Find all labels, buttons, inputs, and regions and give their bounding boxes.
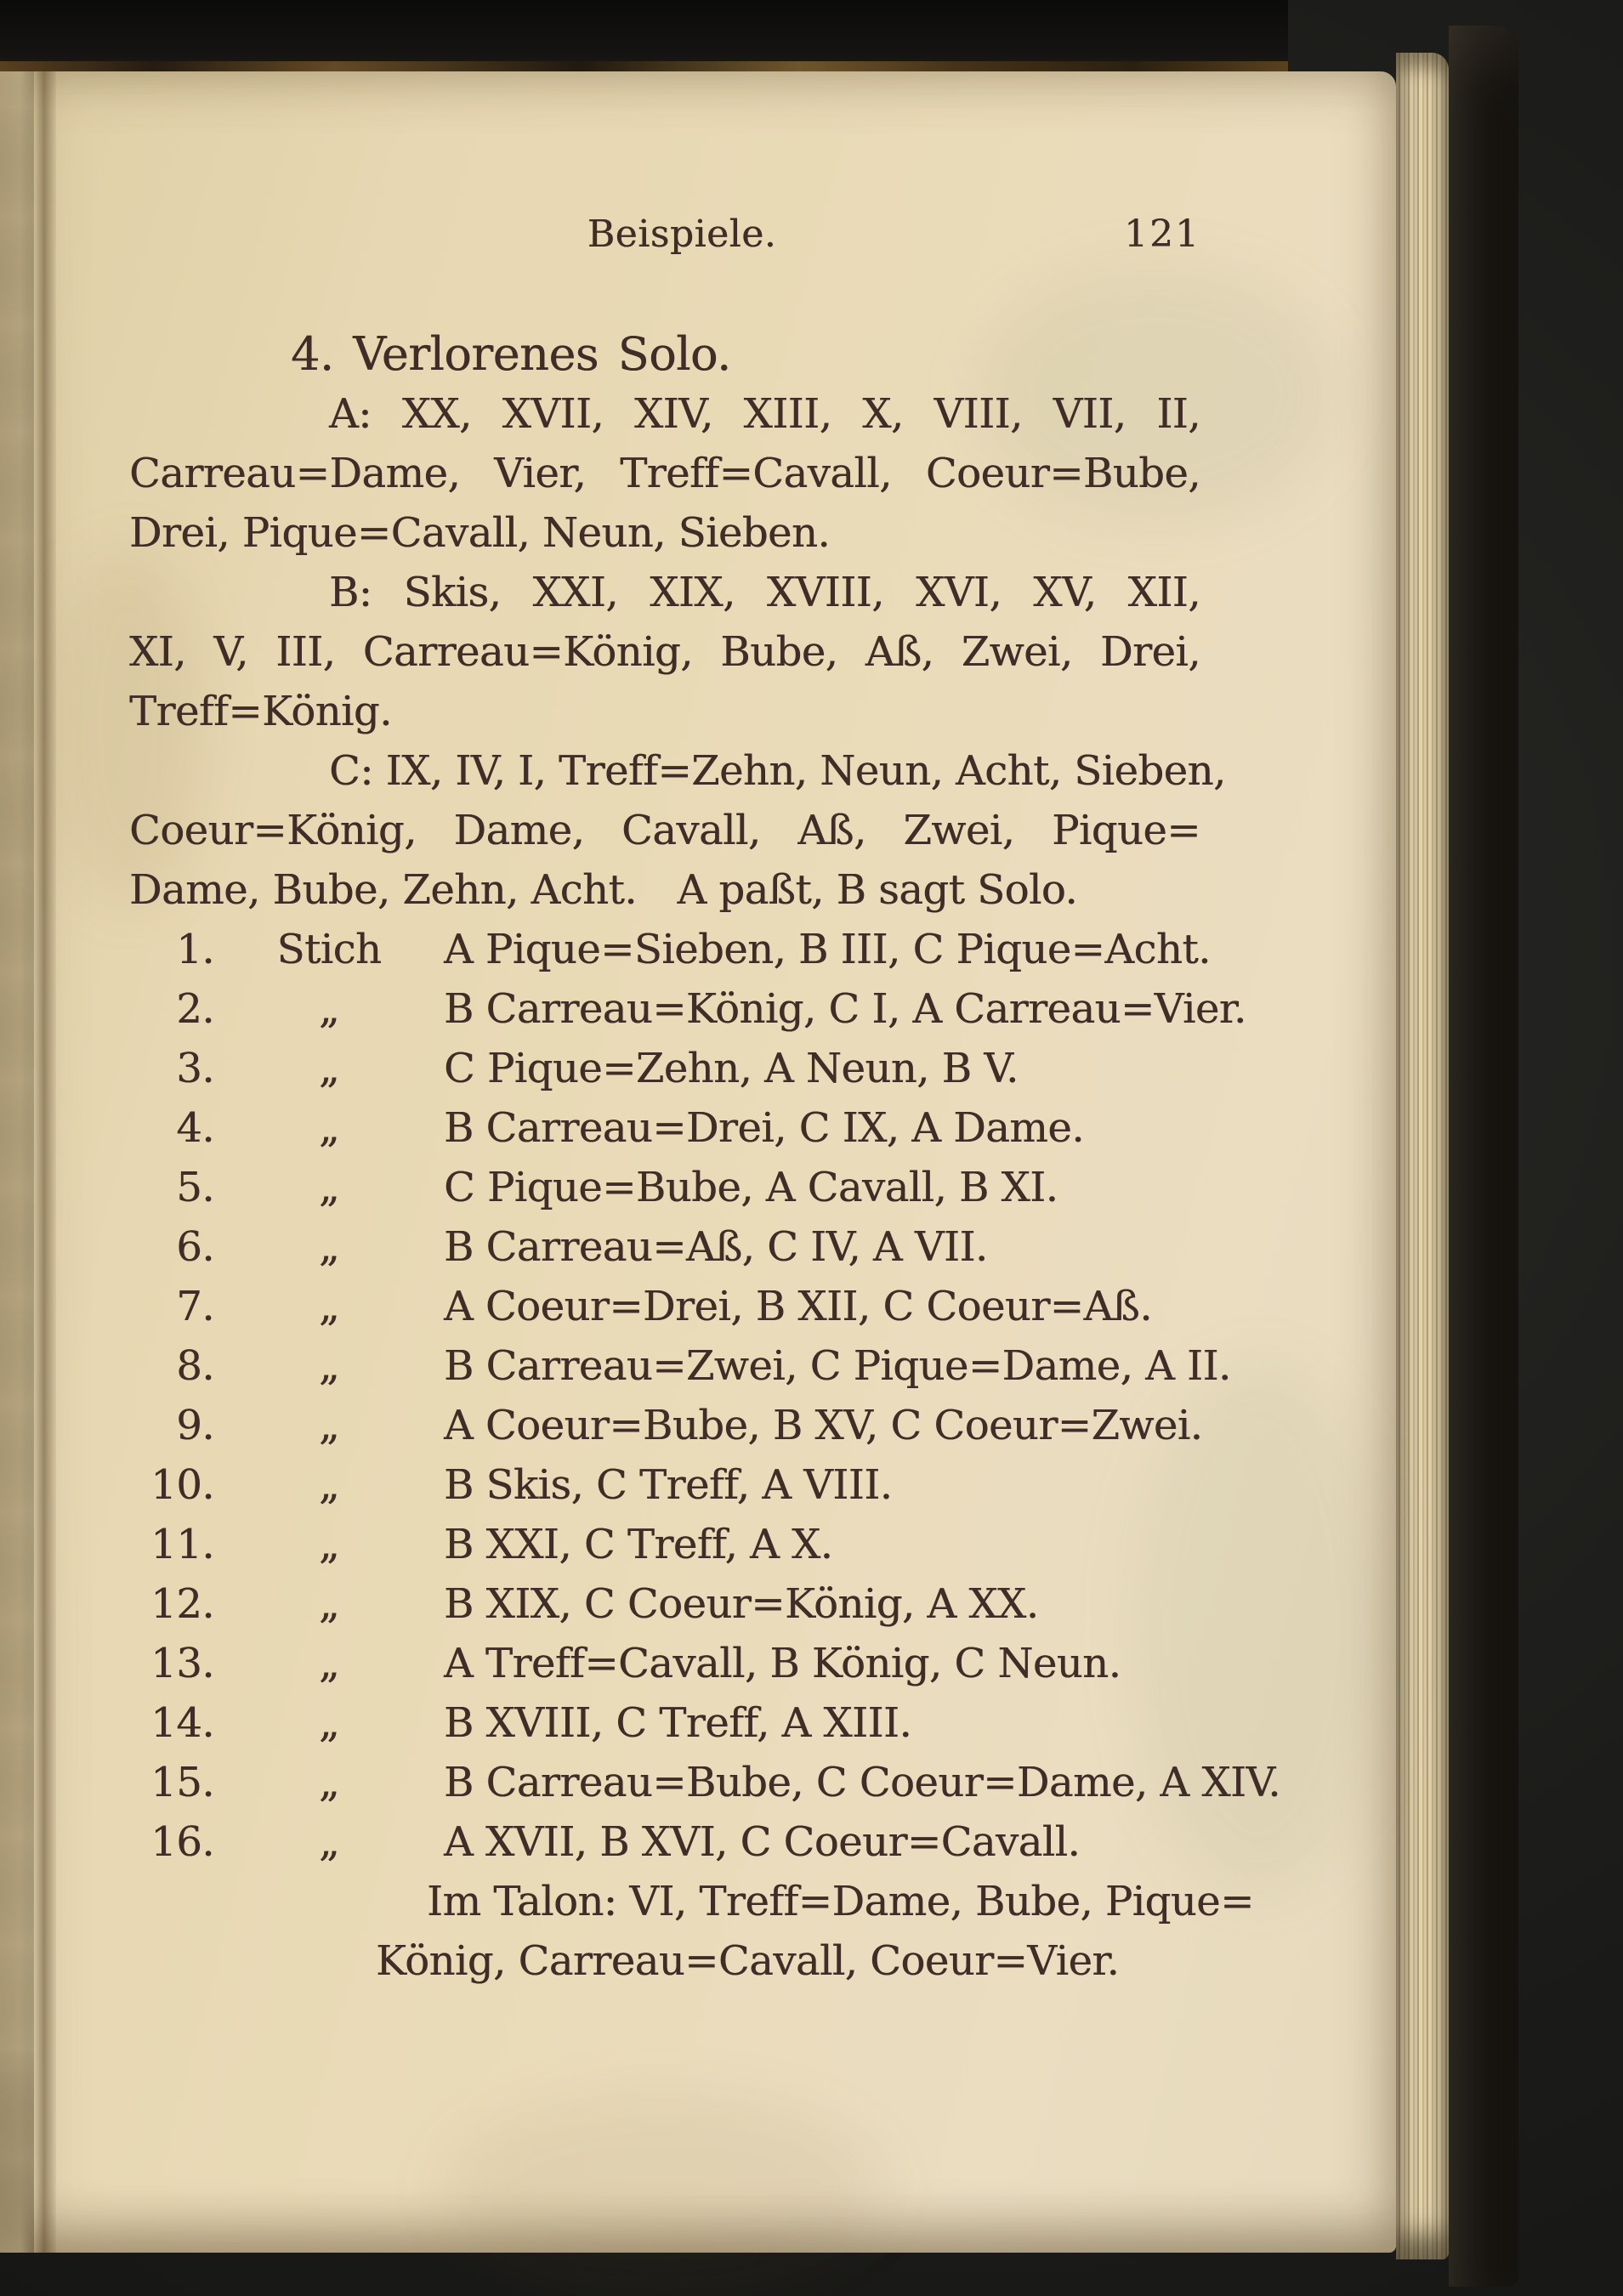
trick-number: 4. [176,1104,214,1152]
trick-play: A Treff=Cavall, B König, C Neun. [444,1640,1121,1687]
paragraph-line: B: Skis, XXI, XIX, XVIII, XVI, XV, XII, [329,569,1200,616]
trick-row [129,1812,1200,1872]
trick-row [129,979,1246,1039]
trick-play: B Carreau=Aß, C IV, A VII. [444,1223,988,1271]
ditto-mark: „ [318,1104,340,1152]
trick-number: 15. [150,1759,214,1806]
paragraph-hand-c [129,741,1226,920]
trick-number: 10. [150,1461,214,1509]
page-stack-edge [1396,53,1449,2259]
page-text [129,325,1280,1991]
running-header [129,213,1200,264]
trick-number: 7. [176,1283,214,1330]
trick-play: A Coeur=Drei, B XII, C Coeur=Aß. [444,1283,1152,1330]
trick-number: 5. [176,1164,214,1211]
trick-number: 3. [176,1045,214,1092]
trick-number: 13. [150,1640,214,1687]
paragraph-line: Coeur=König, Dame, Cavall, Aß, Zwei, Pique= [129,807,1200,854]
ditto-mark: „ [318,1521,340,1568]
trick-row [129,1098,1200,1158]
page-gutter-crease [34,71,56,2253]
trick-play: B Carreau=Drei, C IX, A Dame. [444,1104,1084,1152]
ditto-mark: „ [318,1640,340,1687]
trick-number: 8. [176,1342,214,1390]
talon-note [129,1872,1254,1991]
trick-play: C Pique=Zehn, A Neun, B V. [444,1045,1019,1092]
page-stain [442,2095,884,2282]
ditto-mark: „ [318,1045,340,1092]
ditto-mark: „ [318,985,340,1033]
ditto-mark: „ [318,1342,340,1390]
ditto-mark: „ [318,1164,340,1211]
paragraph-line: Dame, Bube, Zehn, Acht. A paßt, B sagt Solo. [129,866,1078,914]
ditto-mark: „ [318,1223,340,1271]
trick-play: B Carreau=Zwei, C Pique=Dame, A II. [444,1342,1231,1390]
trick-row [129,1277,1200,1336]
trick-row [129,1693,1200,1753]
ditto-mark: „ [318,1759,340,1806]
trick-number: 9. [176,1402,214,1449]
trick-play: A Pique=Sieben, B III, C Pique=Acht. [444,926,1211,973]
trick-play: B Carreau=Bube, C Coeur=Dame, A XIV. [444,1759,1280,1806]
trick-number: 11. [150,1521,214,1568]
trick-row [129,1574,1200,1634]
trick-play: B XVIII, C Treff, A XIII. [444,1699,912,1747]
trick-play: B Skis, C Treff, A VIII. [444,1461,893,1509]
book-page [0,71,1396,2253]
trick-play: C Pique=Bube, A Cavall, B XI. [444,1164,1058,1211]
header-page-number: 121 [1124,213,1200,256]
trick-number: 6. [176,1223,214,1271]
ditto-mark: „ [318,1283,340,1330]
trick-row [129,1336,1231,1396]
trick-play: B XXI, C Treff, A X. [444,1521,833,1568]
trick-row [129,1634,1200,1693]
paragraph-line: Treff=König. [129,688,392,735]
trick-row [129,1753,1280,1812]
trick-row [129,1455,1200,1515]
trick-number: 14. [150,1699,214,1747]
ditto-mark: „ [318,1699,340,1747]
trick-number: 16. [150,1818,214,1866]
trick-row [129,1039,1200,1098]
paragraph-line: Drei, Pique=Cavall, Neun, Sieben. [129,509,831,557]
trick-row [129,1158,1200,1217]
trick-number: 1. [176,926,214,973]
talon-line: König, Carreau=Cavall, Coeur=Vier. [376,1937,1120,1985]
ditto-mark: „ [318,1580,340,1628]
trick-list [129,920,1280,1872]
trick-play: B Carreau=König, C I, A Carreau=Vier. [444,985,1246,1033]
book-cover-right-edge [1449,26,1518,2287]
trick-row [129,920,1211,979]
trick-row [129,1515,1200,1574]
section-heading: 4. Verlorenes Solo. [291,327,731,381]
paragraph-line: C: IX, IV, I, Treff=Zehn, Neun, Acht, Sieben, [329,747,1226,795]
paragraph-line: XI, V, III, Carreau=König, Bube, Aß, Zwei, Drei, [129,628,1200,676]
stich-label: Stich [276,926,382,973]
ditto-mark: „ [318,1402,340,1449]
trick-row [129,1396,1203,1455]
trick-row [129,1217,1200,1277]
paragraph-hand-b [129,563,1200,741]
trick-number: 12. [150,1580,214,1628]
paragraph-hand-a [129,384,1200,563]
trick-play: B XIX, C Coeur=König, A XX. [444,1580,1039,1628]
paragraph-line: Carreau=Dame, Vier, Treff=Cavall, Coeur=Bube, [129,450,1200,497]
trick-play: A XVII, B XVI, C Coeur=Cavall. [444,1818,1081,1866]
paragraph-line: A: XX, XVII, XIV, XIII, X, VIII, VII, II, [329,390,1200,438]
ditto-mark: „ [318,1818,340,1866]
ditto-mark: „ [318,1461,340,1509]
trick-play: A Coeur=Bube, B XV, C Coeur=Zwei. [444,1402,1203,1449]
book-cover-top-edge [0,0,1288,73]
facing-page-sliver [0,71,34,2253]
talon-line: Im Talon: VI, Treff=Dame, Bube, Pique= [427,1878,1254,1925]
header-title: Beispiele. [587,213,777,256]
trick-number: 2. [176,985,214,1033]
